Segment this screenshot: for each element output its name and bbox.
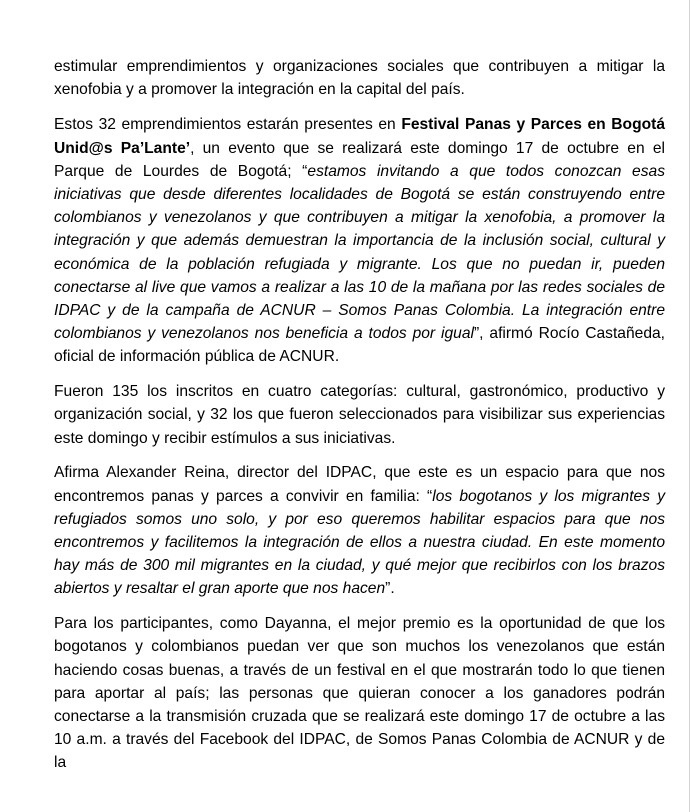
paragraph-3-text: Fueron 135 los inscritos en cuatro categorías: cultural, gastronómico, productivo y organización social, y 32 los que fueron seleccionados para visibilizar sus experiencias este domingo y recibir estímulos a sus iniciativas. [54,383,665,447]
paragraph-2-intro: Estos 32 emprendimientos estarán presentes en [54,116,402,134]
reina-quote: los bogotanos y los migrantes y refugiados somos uno solo, y por eso queremos habilitar espacios para que nos encontremos y facilitemos la integración de ellos a nuestra ciudad. En este momento hay más de 300 mil migrantes en la ciudad, y qué mejor que recibirlos con los brazos abiertos y resaltar el gran aporte que nos hacen [54,487,665,598]
paragraph-4 [54,461,665,600]
paragraph-1-text: estimular emprendimientos y organizaciones sociales que contribuyen a mitigar la xenofobia y a promover la integración en la capital del país. [54,58,665,99]
paragraph-5-text: Para los participantes, como Dayanna, el mejor premio es la oportunidad de que los bogotanos y colombianos puedan ver que son muchos los venezolanos que están haciendo cosas buenas, a través de un festival en el que mostrarán todo lo que tienen para aportar al país; las personas que quieran conocer a los ganadores podrán conectarse a la transmisión cruzada que se realizará este domingo 17 de octubre a las 10 a.m. a través del Facebook del IDPAC, de Somos Panas Colombia de ACNUR y de la [54,615,665,772]
paragraph-2 [54,113,665,368]
paragraph-1 [54,55,665,101]
paragraph-3 [54,380,665,450]
paragraph-4-intro: Afirma Alexander Reina, director del IDPAC, que este es un espacio para que nos encontremos panas y parces a convivir en familia: “ [54,464,665,505]
paragraph-2-event-details: , un evento que se realizará este domingo 17 de octubre en el Parque de Lourdes de Bogotá; “ [54,139,666,180]
festival-name: Festival Panas y Parces en Bogotá Unid@s Pa’Lante’ [54,116,665,157]
paragraph-4-closing: ”. [385,580,395,598]
paragraph-5 [54,612,665,774]
castaneda-quote: estamos invitando a que todos conozcan esas iniciativas que desde diferentes localidades de Bogotá se están construyendo entre colombianos y venezolanos y que contribuyen a mitigar la xenofobia, a promover la integración y que además demuestran la importancia de la inclusión social, cultural y económica de la población refugiada y migrante. Los que no puedan ir, pueden conectarse al live que vamos a realizar a las 10 de la mañana por las redes sociales de IDPAC y de la campaña de ACNUR – Somos Panas Colombia. La integración entre colombianos y venezolanos nos beneficia a todos por igual [54,162,665,343]
document-body [54,55,665,786]
paragraph-2-attribution: ”, afirmó Rocío Castañeda, oficial de información pública de ACNUR. [54,325,666,366]
